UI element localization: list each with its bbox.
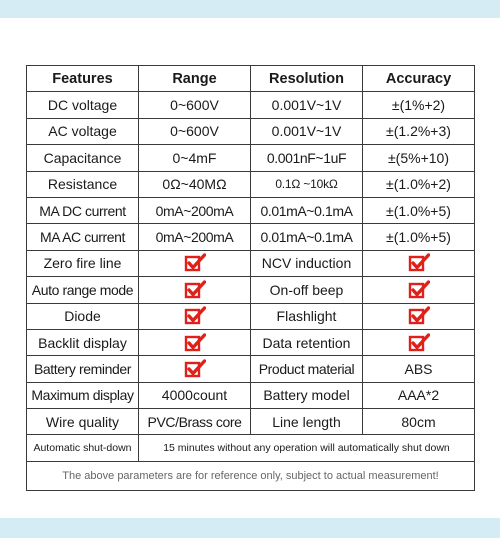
check-cell xyxy=(363,277,475,303)
red-checkbox-icon xyxy=(184,306,206,326)
table-row xyxy=(27,197,475,223)
accuracy-cell: ±(5%+10) xyxy=(363,145,475,171)
value-cell: AAA*2 xyxy=(363,382,475,408)
table-row xyxy=(27,92,475,118)
resolution-cell: 0.001nF~1uF xyxy=(251,145,363,171)
table-row xyxy=(27,277,475,303)
feature-cell: MA DC current xyxy=(27,197,139,223)
table-row xyxy=(27,224,475,250)
accuracy-cell: ±(1.0%+2) xyxy=(363,171,475,197)
check-cell xyxy=(139,277,251,303)
value-cell: PVC/Brass core xyxy=(139,409,251,435)
accuracy-cell: ±(1%+2) xyxy=(363,92,475,118)
resolution-cell: 0.01mA~0.1mA xyxy=(251,224,363,250)
feature-cell: Auto range mode xyxy=(27,277,139,303)
check-cell xyxy=(139,303,251,329)
feature-cell: Battery reminder xyxy=(27,356,139,382)
red-checkbox-icon xyxy=(408,280,430,300)
range-cell: 0mA~200mA xyxy=(139,224,251,250)
table-row xyxy=(27,409,475,435)
table-row xyxy=(27,250,475,276)
feature-cell: Flashlight xyxy=(251,303,363,329)
feature-cell: On-off beep xyxy=(251,277,363,303)
accuracy-cell: ±(1.0%+5) xyxy=(363,224,475,250)
check-cell xyxy=(363,250,475,276)
value-cell: ABS xyxy=(363,356,475,382)
red-checkbox-icon xyxy=(184,280,206,300)
range-cell: 0~600V xyxy=(139,92,251,118)
spec-card xyxy=(0,18,500,518)
resolution-cell: 0.001V~1V xyxy=(251,92,363,118)
shutdown-label: Automatic shut-down xyxy=(27,435,139,461)
header-range: Range xyxy=(139,66,251,92)
feature-cell: AC voltage xyxy=(27,118,139,144)
footnote: The above parameters are for reference only, subject to actual measurement! xyxy=(27,461,475,490)
feature-cell: NCV induction xyxy=(251,250,363,276)
range-cell: 0Ω~40MΩ xyxy=(139,171,251,197)
resolution-cell: 0.001V~1V xyxy=(251,118,363,144)
table-row-shutdown xyxy=(27,435,475,461)
check-cell xyxy=(139,329,251,355)
feature-cell: Diode xyxy=(27,303,139,329)
accuracy-cell: ±(1.2%+3) xyxy=(363,118,475,144)
value-cell: 80cm xyxy=(363,409,475,435)
range-cell: 0~600V xyxy=(139,118,251,144)
feature-cell: DC voltage xyxy=(27,92,139,118)
check-cell xyxy=(363,329,475,355)
shutdown-value: 15 minutes without any operation will automatically shut down xyxy=(139,435,475,461)
table-row xyxy=(27,118,475,144)
resolution-cell: 0.01mA~0.1mA xyxy=(251,197,363,223)
feature-cell: Wire quality xyxy=(27,409,139,435)
table-row xyxy=(27,329,475,355)
red-checkbox-icon xyxy=(408,333,430,353)
feature-cell: Backlit display xyxy=(27,329,139,355)
red-checkbox-icon xyxy=(184,359,206,379)
range-cell: 0mA~200mA xyxy=(139,197,251,223)
feature-cell: Product material xyxy=(251,356,363,382)
header-resolution: Resolution xyxy=(251,66,363,92)
table-row xyxy=(27,145,475,171)
table-row-footnote xyxy=(27,461,475,490)
check-cell xyxy=(139,250,251,276)
feature-cell: Capacitance xyxy=(27,145,139,171)
feature-cell: Zero fire line xyxy=(27,250,139,276)
check-cell xyxy=(363,303,475,329)
red-checkbox-icon xyxy=(184,333,206,353)
table-header-row xyxy=(27,66,475,92)
red-checkbox-icon xyxy=(408,253,430,273)
feature-cell: Line length xyxy=(251,409,363,435)
red-checkbox-icon xyxy=(408,306,430,326)
table-row xyxy=(27,303,475,329)
feature-cell: Battery model xyxy=(251,382,363,408)
feature-cell: MA AC current xyxy=(27,224,139,250)
table-row xyxy=(27,171,475,197)
red-checkbox-icon xyxy=(184,253,206,273)
check-cell xyxy=(139,356,251,382)
feature-cell: Resistance xyxy=(27,171,139,197)
header-accuracy: Accuracy xyxy=(363,66,475,92)
range-cell: 0~4mF xyxy=(139,145,251,171)
accuracy-cell: ±(1.0%+5) xyxy=(363,197,475,223)
spec-table xyxy=(26,65,475,491)
table-row xyxy=(27,356,475,382)
header-features: Features xyxy=(27,66,139,92)
value-cell: 4000count xyxy=(139,382,251,408)
feature-cell: Maximum display xyxy=(27,382,139,408)
resolution-cell: 0.1Ω ~10kΩ xyxy=(251,171,363,197)
feature-cell: Data retention xyxy=(251,329,363,355)
table-row xyxy=(27,382,475,408)
